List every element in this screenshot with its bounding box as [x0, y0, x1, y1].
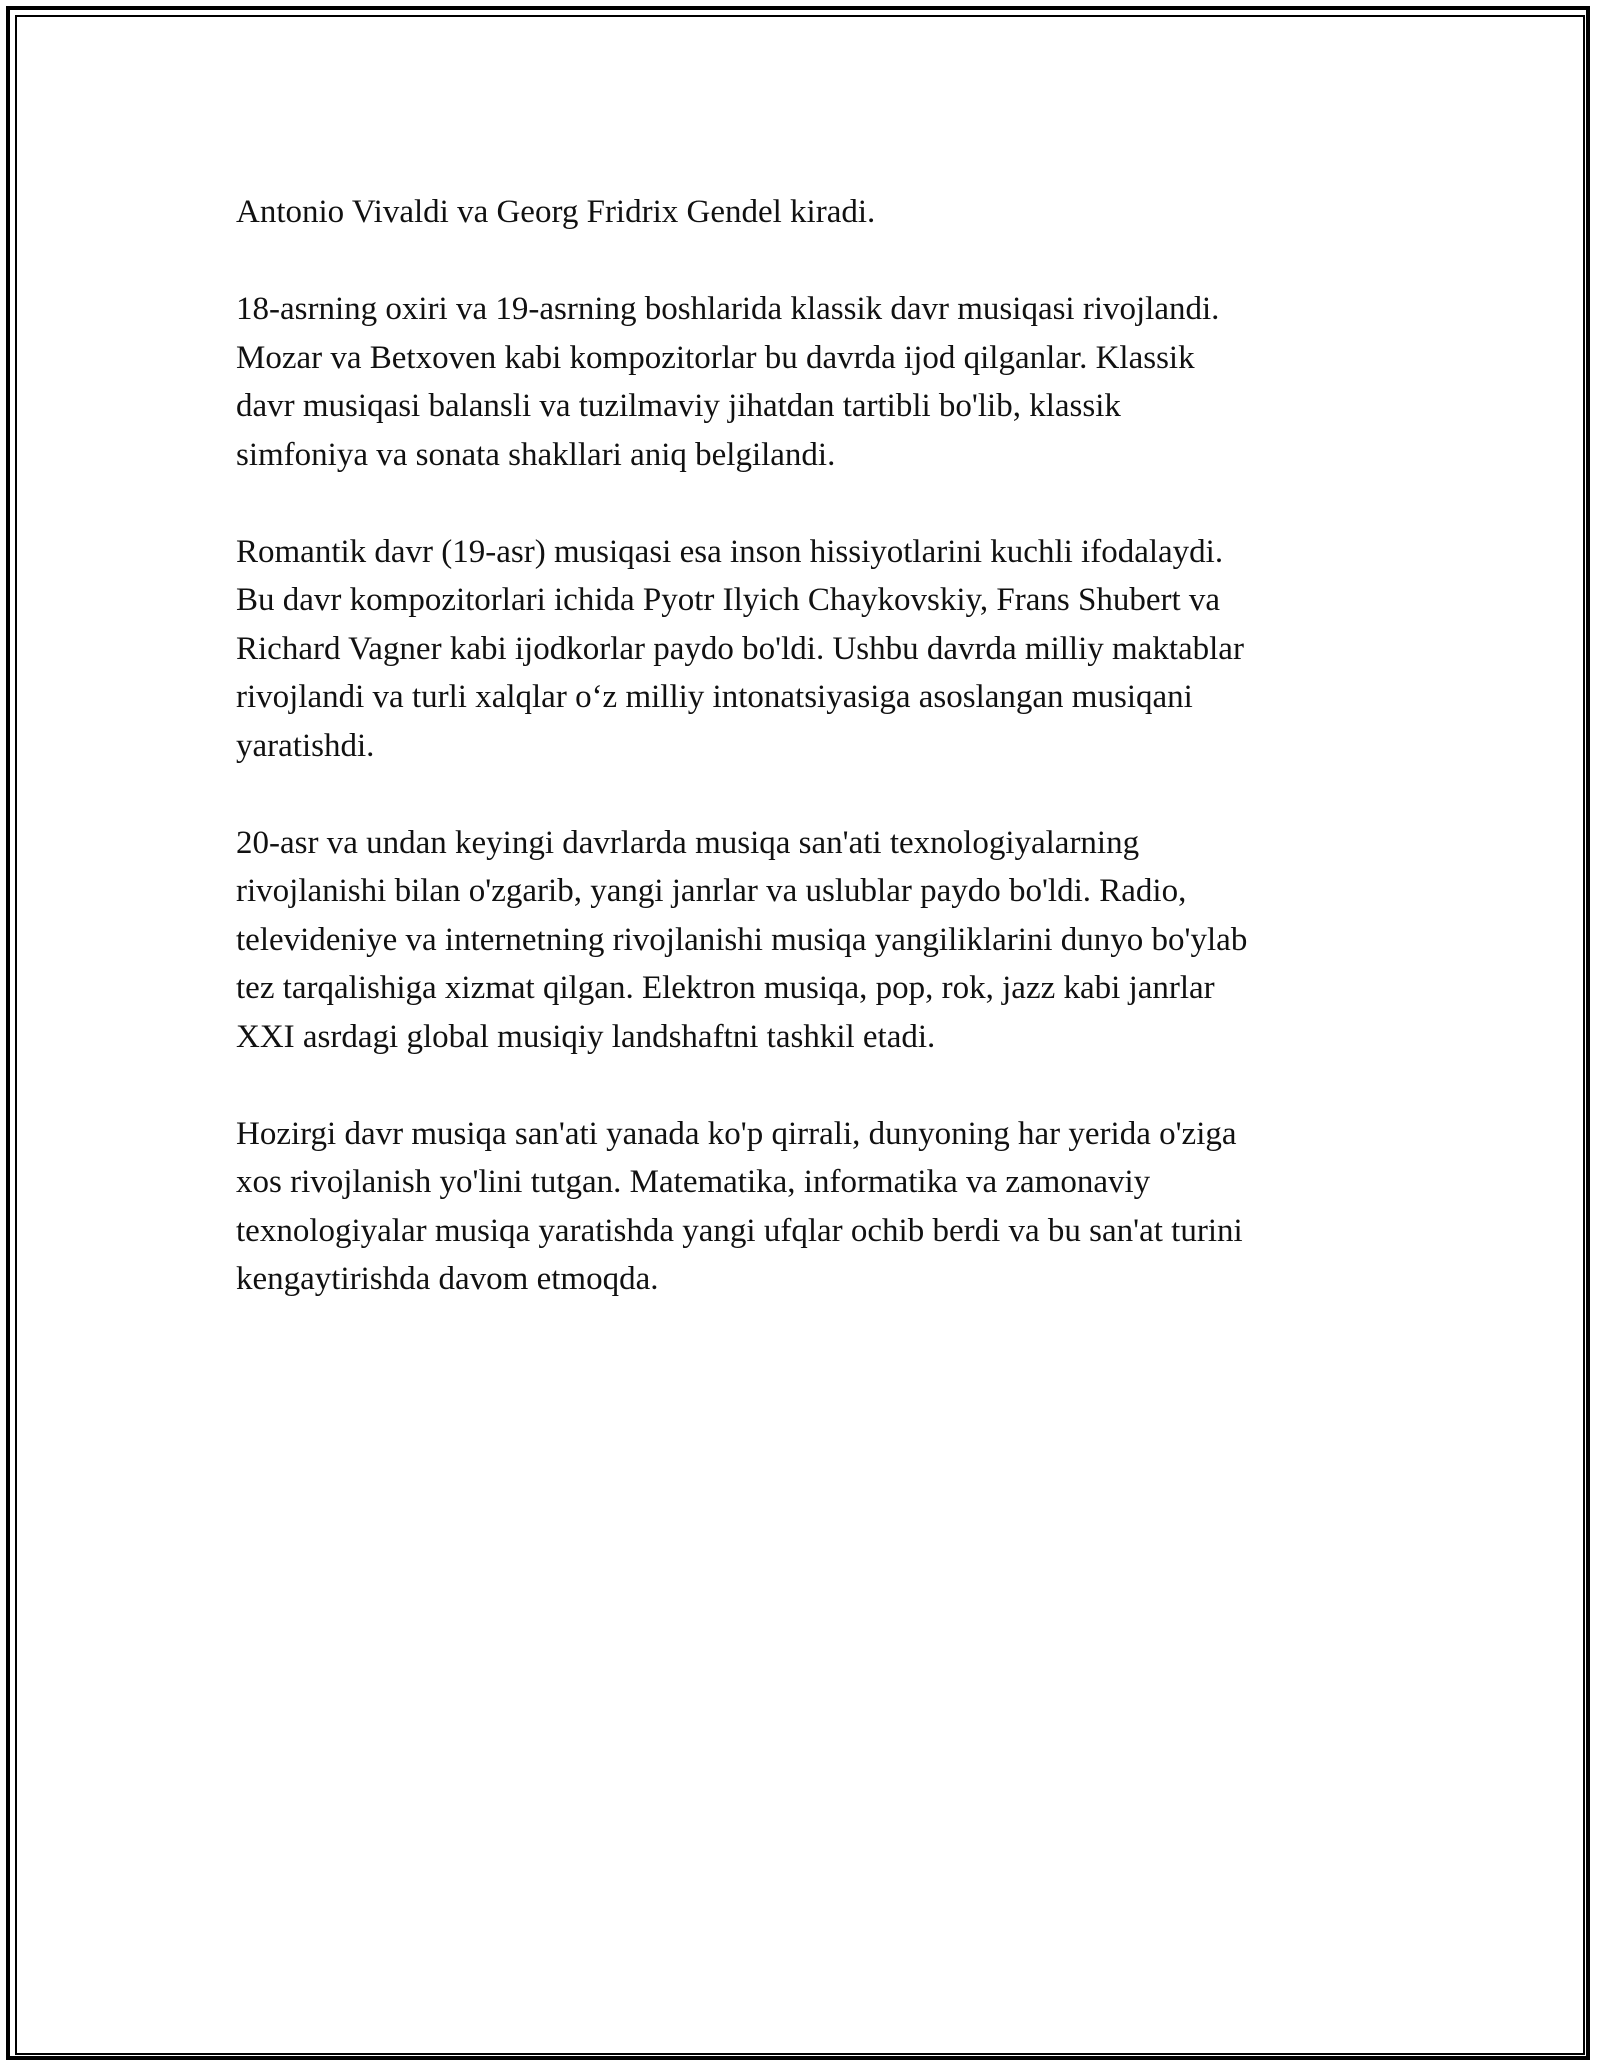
document-body	[236, 188, 1376, 1352]
paragraph-modern-era: Hozirgi davr musiqa san'ati yanada ko'p qirrali, dunyoning har yerida o'ziga xos rivojlanish yo'lini tutgan. Matematika, informatika va zamonaviy texnologiyalar musiqa yaratishda yangi ufqlar ochib berdi va bu san'at turini kengaytirishda davom etmoqda.	[236, 1115, 1243, 1297]
paragraph-romantic-era: Romantik davr (19-asr) musiqasi esa inson hissiyotlarini kuchli ifodalaydi. Bu davr kompozitorlari ichida Pyotr Ilyich Chaykovskiy, Frans Shubert va Richard Vagner kabi ijodkorlar paydo bo'ldi. Ushbu davrda milliy maktablar rivojlandi va turli xalqlar o‘z milliy intonatsiyasiga asoslangan musiqani yaratishdi.	[236, 533, 1244, 764]
paragraph-composers: Antonio Vivaldi va Georg Fridrix Gendel kiradi.	[236, 194, 876, 230]
paragraph-20th-century: 20-asr va undan keyingi davrlarda musiqa san'ati texnologiyalarning rivojlanishi bilan o'zgarib, yangi janrlar va uslublar paydo bo'ldi. Radio, televideniye va internetning rivojlanishi musiqa yangiliklarini dunyo bo'ylab tez tarqalishiga xizmat qilgan. Elektron musiqa, pop, rok, jazz kabi janrlar XXI asrdagi global musiqiy landshaftni tashkil etadi.	[236, 824, 1248, 1055]
paragraph-classical-era: 18-asrning oxiri va 19-asrning boshlarida klassik davr musiqasi rivojlandi. Mozar va Betxoven kabi kompozitorlar bu davrda ijod qilganlar. Klassik davr musiqasi balansli va tuzilmaviy jihatdan tartibli bo'lib, klassik simfoniya va sonata shakllari aniq belgilandi.	[236, 291, 1220, 473]
